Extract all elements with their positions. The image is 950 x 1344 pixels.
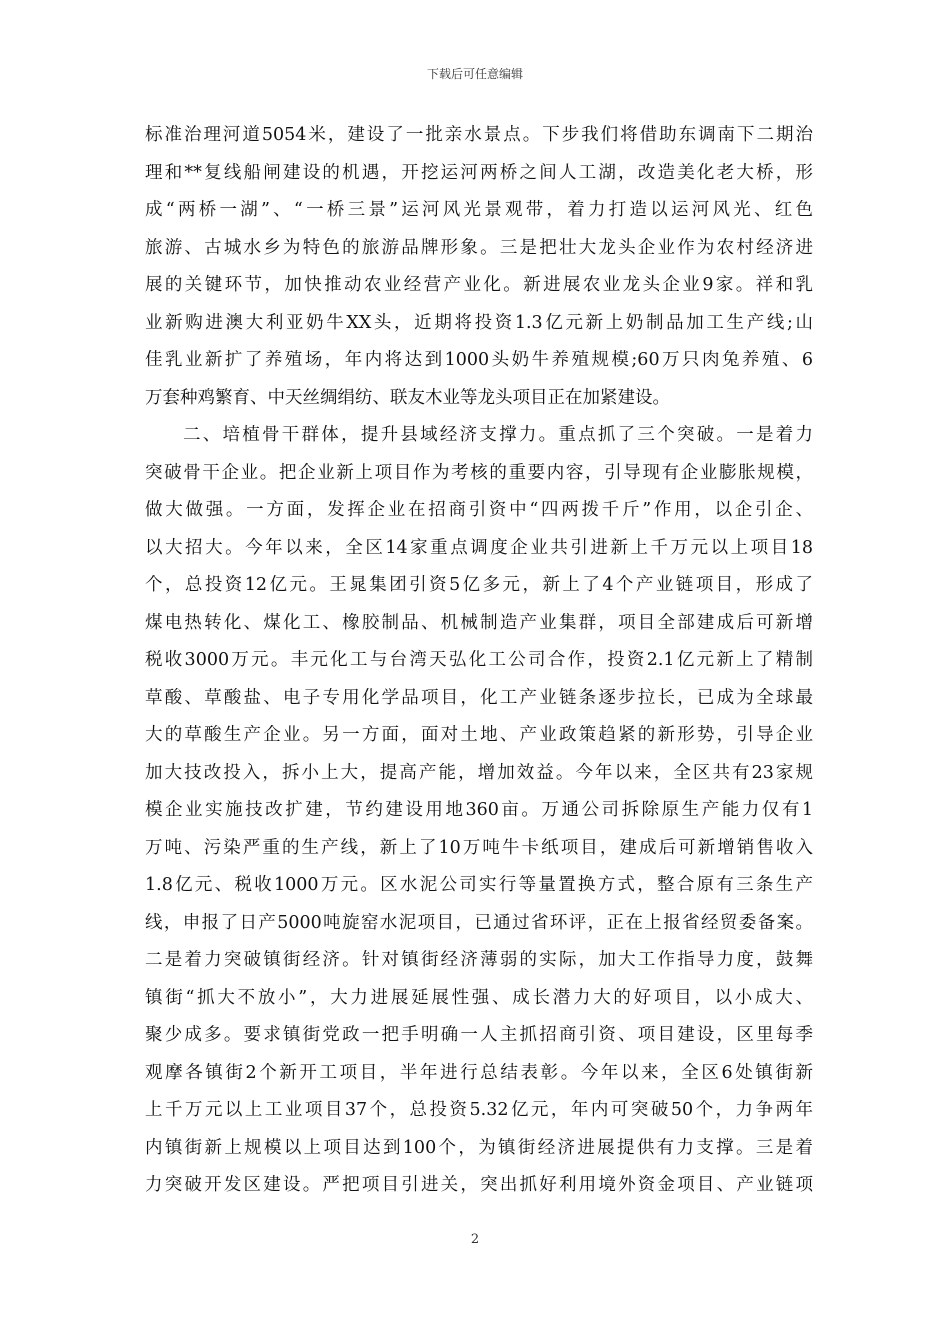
text-line-paragraph-start: 二、培植骨干群体，提升县域经济支撑力。重点抓了三个突破。一是着力: [183, 425, 813, 445]
text-line: 展的关键环节，加快推动农业经营产业化。新进展农业龙头企业9家。祥和乳: [145, 275, 813, 295]
text-line: 业新购进澳大利亚奶牛XX头，近期将投资1.3亿元新上奶制品加工生产线;山: [145, 312, 813, 333]
text-line: 个，总投资12亿元。王晁集团引资5亿多元，新上了4个产业链项目，形成了: [145, 575, 813, 595]
text-line: 上千万元以上工业项目37个，总投资5.32亿元，年内可突破50个，力争两年: [145, 1100, 813, 1120]
text-line: 模企业实施技改扩建，节约建设用地360亩。万通公司拆除原生产能力仅有1: [145, 800, 813, 820]
text-line: 聚少成多。要求镇街党政一把手明确一人主抓招商引资、项目建设，区里每季: [145, 1025, 813, 1045]
text-line: 佳乳业新扩了养殖场，年内将达到1000头奶牛养殖规模;60万只肉兔养殖、6: [145, 350, 813, 370]
text-line: 力突破开发区建设。严把项目引进关，突出抓好利用境外资金项目、产业链项: [145, 1175, 813, 1195]
text-line: 线，申报了日产5000吨旋窑水泥项目，已通过省环评，正在上报省经贸委备案。: [145, 912, 813, 933]
text-line: 二是着力突破镇街经济。针对镇街经济薄弱的实际，加大工作指导力度，鼓舞: [145, 950, 813, 970]
text-line: 以大招大。今年以来，全区14家重点调度企业共引进新上千万元以上项目18: [145, 537, 813, 558]
text-line: 观摩各镇街2个新开工项目，半年进行总结表彰。今年以来，全区6处镇街新: [145, 1062, 813, 1083]
page-header: 下载后可任意编辑: [426, 67, 523, 81]
text-line: 镇街“抓大不放小”，大力进展延展性强、成长潜力大的好项目，以小成大、: [145, 987, 813, 1008]
text-line: 税收3000万元。丰元化工与台湾天弘化工公司合作，投资2.1亿元新上了精制: [145, 650, 813, 670]
text-line: 大的草酸生产企业。另一方面，面对土地、产业政策趋紧的新形势，引导企业: [145, 725, 813, 745]
text-line: 1.8亿元、税收1000万元。区水泥公司实行等量置换方式，整合原有三条生产: [145, 875, 813, 895]
text-line: 成“两桥一湖”、“一桥三景”运河风光景观带，着力打造以运河风光、红色: [145, 200, 813, 220]
text-line: 加大技改投入，拆小上大，提高产能，增加效益。今年以来，全区共有23家规: [145, 762, 813, 783]
text-line: 草酸、草酸盐、电子专用化学品项目，化工产业链条逐步拉长，已成为全球最: [145, 687, 813, 708]
document-body: [145, 117, 813, 1205]
page-number: 2: [470, 1232, 480, 1247]
text-line: 内镇街新上规模以上项目达到100个，为镇街经济进展提供有力支撑。三是着: [145, 1137, 813, 1158]
text-line: 万吨、污染严重的生产线，新上了10万吨牛卡纸项目，建成后可新增销售收入: [145, 837, 813, 858]
text-line: 标准治理河道5054米，建设了一批亲水景点。下步我们将借助东调南下二期治: [145, 125, 813, 145]
text-line: 突破骨干企业。把企业新上项目作为考核的重要内容，引导现有企业膨胀规模，: [145, 462, 813, 483]
text-line: 旅游、古城水乡为特色的旅游品牌形象。三是把壮大龙头企业作为农村经济进: [145, 237, 813, 258]
text-line-paragraph-end: 万套种鸡繁育、中天丝绸绢纺、联友木业等龙头项目正在加紧建设。: [145, 387, 670, 408]
text-line: 做大做强。一方面，发挥企业在招商引资中“四两拨千斤”作用，以企引企、: [145, 500, 813, 520]
text-line: 理和**复线船闸建设的机遇，开挖运河两桥之间人工湖，改造美化老大桥，形: [145, 162, 813, 183]
text-line: 煤电热转化、煤化工、橡胶制品、机械制造产业集群，项目全部建成后可新增: [145, 612, 813, 633]
